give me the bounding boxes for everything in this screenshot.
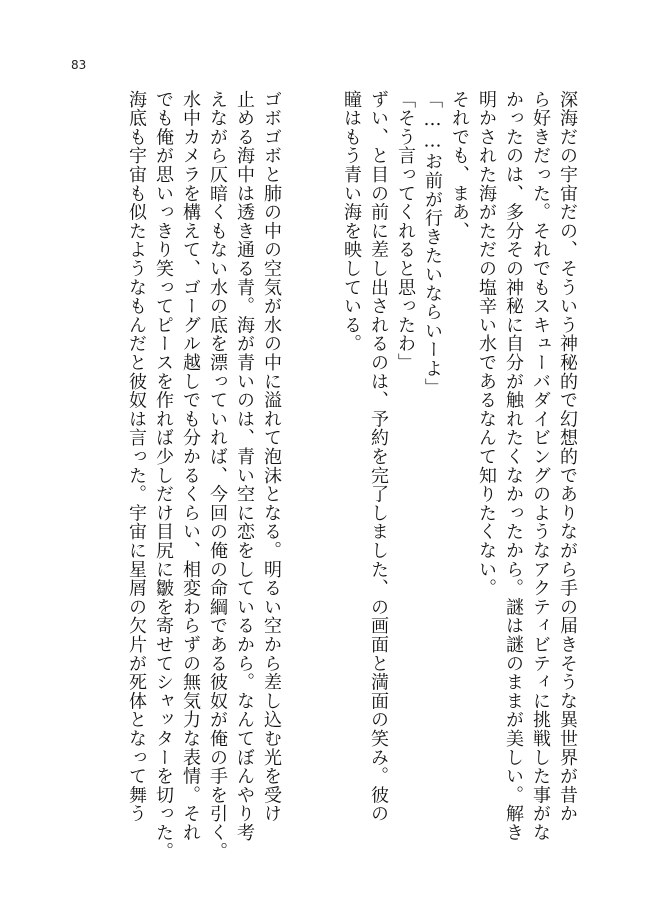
text-line: 「そう言ってくれると思ったわ」 [395, 90, 416, 372]
page-number: 83 [71, 58, 87, 72]
text-line: ゴボゴボと肺の中の空気が水の中に溢れて泡沫となる。明るい空から差し込む光を受け [261, 90, 282, 824]
text-line: 明かされた海がただの塩辛い水であるなんて知りたくない。 [476, 90, 497, 598]
text-line: 水中カメラを構えて、ゴーグル越しでも分かるくらい、相変わらずの無気力な表情。それ [180, 90, 201, 842]
text-line: でも俺が思いっきり笑ってピースを作れば少しだけ目尻に皺を寄せてシャッターを切った。 [153, 90, 174, 861]
section-break [285, 90, 338, 865]
text-line: かったのは、多分その神秘に自分が触れたくなかったから。謎は謎のままが美しい。解き [503, 90, 524, 842]
text-line: 深海だの宇宙だの、そういう神秘的で幻想的でありながら手の届きそうな異世界が昔か [557, 90, 578, 824]
vertical-text-body [123, 90, 581, 865]
text-line: 海底も宇宙も似たようなもんだと彼奴は言った。宇宙に星屑の欠片が死体となって舞う [126, 90, 147, 824]
text-line: ずい、と目の前に差し出されるのは、予約を完了しました、の画面と満面の笑み。彼の [368, 90, 389, 824]
text-line: 「……お前が行きたいならいーよ」 [422, 90, 443, 397]
text-line: ら好きだった。それでもスキューバダイビングのようなアクティビティに挑戦した事がな [530, 90, 551, 842]
text-line: えながら仄暗くもない水の底を漂っていれば、今回の俺の命綱である彼奴が俺の手を引く。 [207, 90, 228, 861]
text-line: 瞳はもう青い海を映している。 [341, 90, 362, 354]
text-line: それでも、まあ、 [449, 90, 470, 241]
text-line: 止める海中は透き通る青。海が青いのは、青い空に恋をしているから。なんてぼんやり考 [234, 90, 255, 842]
